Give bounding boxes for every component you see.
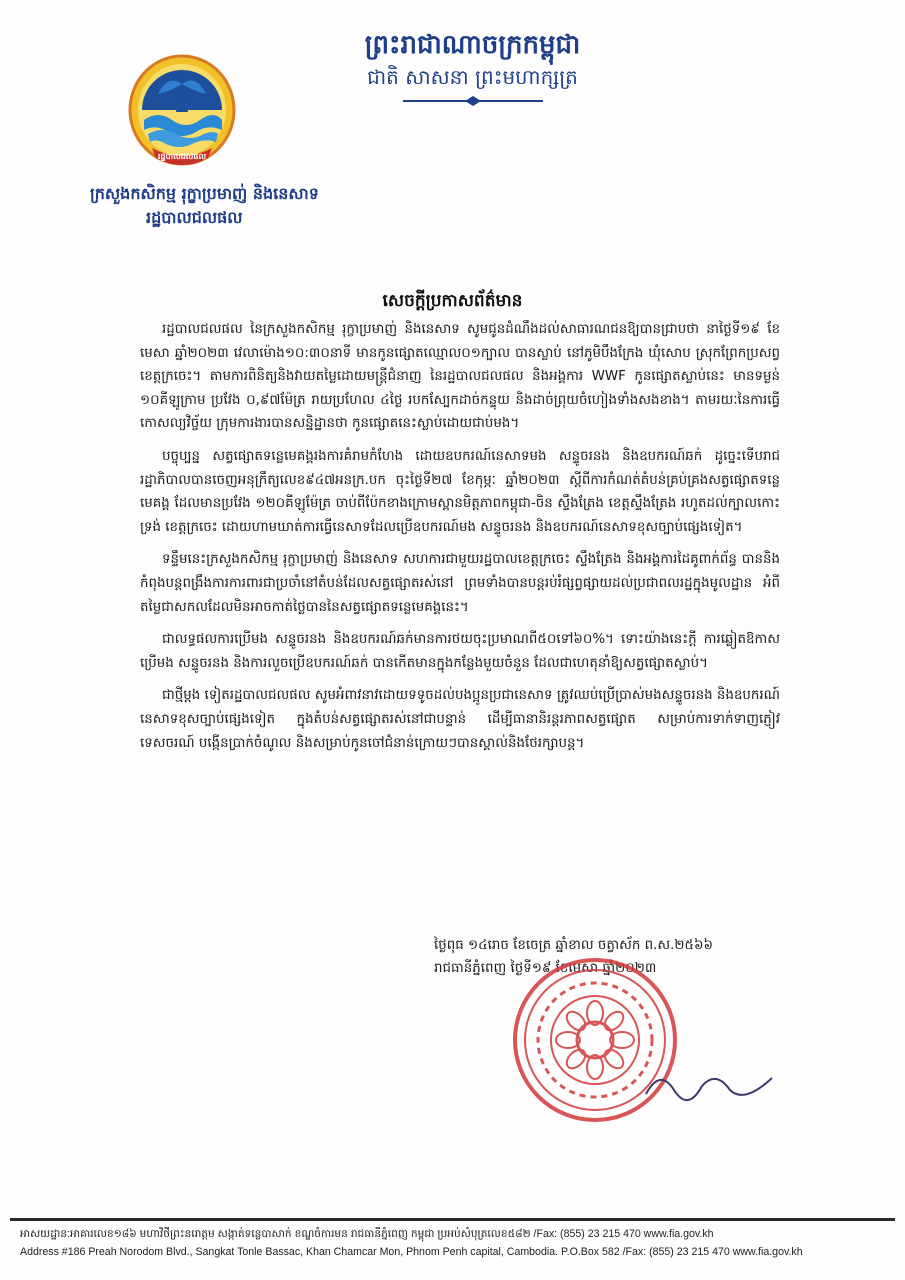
paragraph-2: បច្ចុប្បន្ន សត្វផ្សោតទន្លេមេគង្គរងការគំរាមកំហែង ដោយឧបករណ៍នេសាទមង សន្ទូចរនង និងឧបករណ៍ឆក់ ដូច្នេះទើបរាជរដ្ឋាភិបាលបានចេញអនុក្រឹត្យលេខ៩៤៧អនក្រ.បក ចុះថ្ងៃទី២៧ ខែកុម្ភៈ ឆ្នាំ២០២៣ ស្តីពីការកំណត់តំបន់គ្រប់គ្រងសត្វផ្សោតទន្លេមេគង្គ ដែលមានប្រវែង ១២០គីឡូម៉ែត្រ ចាប់ពីប៉ែកខាងក្រោមស្ពានមិត្តភាពកម្ពុជា-ចិន ស្ទឹងត្រែង ខេត្តស្ទឹងត្រែង រហូតដល់ក្បាលកោះទ្រង់ ខេត្តក្រចេះ ដោយហាមឃាត់ការធ្វើនេសាទដែលប្រើឧបករណ៍មង សន្ទូចរនង និងឧបករណ៍នេសាទខុសច្បាប់ផ្សេងទៀត។: [140, 448, 780, 535]
document-body: [140, 318, 780, 764]
footer-address-km: អាសយដ្ឋាន:អាគារលេខ១៨៦ មហាវិថីព្រះនរោត្តម សង្កាត់ទន្លេបាសាក់ ខណ្ឌចំការមន រាជធានីភ្នំពេញ កម្ពុជា ប្រអប់សំបុត្រលេខ៥៨២ /Fax: (855) 23 215 470 www.fia.gov.kh: [20, 1228, 714, 1240]
signature: [640, 1060, 780, 1110]
lunar-date: ថ្ងៃពុធ ១៤រោច ខែចេត្រ ឆ្នាំខាល ចត្វាស័ក ព.ស.២៥៦៦: [434, 938, 713, 953]
kingdom-name: ព្រះរាជាណាចក្រកម្ពុជា: [364, 30, 581, 60]
paragraph-5: ជាថ្មីម្តង ទៀតរដ្ឋបាលជលផល សូមអំពាវនាវដោយទទូចដល់បងប្អូនប្រជានេសាទ ត្រូវឈប់ប្រើប្រាស់មងសន្ទូចរនង និងឧបករណ៍នេសាទខុសច្បាប់ផ្សេងទៀត ក្នុងតំបន់សត្វផ្សោតរស់នៅជាបន្ទាន់ ដើម្បីធានានិរន្តរភាពសត្វផ្សោត សម្រាប់ការទាក់ទាញភ្ញៀវទេសចរណ៍ បង្កើនប្រាក់ចំណូល និងសម្រាប់កូនចៅជំនាន់ក្រោយៗបានស្គាល់និងថែរក្សាបន្ត។: [140, 688, 780, 751]
document-title: សេចក្តីប្រកាសព័ត៌មាន: [382, 291, 523, 311]
paragraph-3: ទន្ទឹមនេះក្រសួងកសិកម្ម រុក្ខាប្រមាញ់ និងនេសាទ សហការជាមួយរដ្ឋបាលខេត្តក្រចេះ ស្ទឹងត្រែង និងអង្គការដៃគូពាក់ព័ន្ធ បាននិងកំពុងបន្តពង្រឹងការការពារជាប្រចាំនៅតំបន់ដែលសត្វផ្សោតរស់នៅ ព្រមទាំងបានបន្តរប់រំផ្សព្វផ្សាយដល់ប្រជាពលរដ្ឋក្នុងមូលដ្ឋាន អំពីតម្លៃជាសកលដែលមិនអាចកាត់ថ្លៃបាននៃសត្វផ្សោតទន្លេមេគង្គនេះ។: [140, 552, 780, 615]
place-and-date: រាជធានីភ្នំពេញ ថ្ងៃទី១៩ ខែមេសា ឆ្នាំ២០២៣: [434, 961, 657, 976]
ornament-divider: [403, 98, 543, 104]
footer-address-en: Address #186 Preah Norodom Blvd., Sangkat Tonle Bassac, Khan Chamcar Mon, Phnom Penh capital, Cambodia. P.O.Box 582 /Fax: (855) 23 215 470 www.fia.gov.kh: [20, 1246, 803, 1258]
footer-rule: [10, 1218, 895, 1221]
logo-banner-text: រដ្ឋបាលជលផល: [157, 152, 207, 161]
ministry-name: ក្រសួងកសិកម្ម រុក្ខាប្រមាញ់ និងនេសាទ: [90, 184, 319, 203]
paragraph-4: ជាលទ្ធផលការប្រើមង សន្ទូចរនង និងឧបករណ៍ឆក់មានការថយចុះប្រមាណពី៥០ទៅ៦០%។ ទោះយ៉ាងនេះក្តី ការឆ្លៀតឱកាសប្រើមង សន្ទូចរនង និងការលួចប្រើឧបករណ៍ឆក់ បានកើតមានក្នុងកន្លែងមួយចំនួន ដែលជាហេតុនាំឱ្យសត្វផ្សោតស្លាប់។: [140, 632, 780, 671]
kingdom-heading: [300, 28, 645, 104]
ministry-block: [90, 182, 390, 230]
fisheries-logo: [128, 54, 236, 172]
national-motto: ជាតិ សាសនា ព្រះមហាក្សត្រ: [367, 65, 578, 89]
administration-name: រដ្ឋបាលជលផល: [146, 208, 243, 227]
paragraph-1: រដ្ឋបាលជលផល នៃក្រសួងកសិកម្ម រុក្ខាប្រមាញ់ និងនេសាទ សូមជូនដំណឹងដល់សាធារណជនឱ្យបានជ្រាបថា នាថ្ងៃទី១៩ ខែមេសា ឆ្នាំ២០២៣ វេលាម៉ោង១០:៣០នាទី មានកូនផ្សោតឈ្មោល០១ក្បាល បានស្លាប់ នៅភូមិបឹងក្រែង ឃុំសោប ស្រុកព្រែកប្រសព្វ ខេត្តក្រចេះ។ តាមការពិនិត្យនិងវាយតម្លៃដោយមន្ត្រីជំនាញ នៃរដ្ឋបាលជលផល និងអង្គការ WWF កូនផ្សោតស្លាប់នេះ មានទម្ងន់ ១០គីឡូក្រាម ប្រវែង ០,៩៧ម៉ែត្រ រាយប្រហែល ៤ថ្ងៃ របកស្បែកដាច់កន្ទុយ និងដាច់ព្រុយចំហៀងទាំងសងខាង។ តាមរយៈនៃការធ្វើកោសល្យវិច្ច័យ ក្រុមការងារបានសន្និដ្ឋានថា កូនផ្សោតនេះស្លាប់ដោយជាប់មង។: [140, 322, 780, 432]
page-footer: [0, 1218, 905, 1261]
